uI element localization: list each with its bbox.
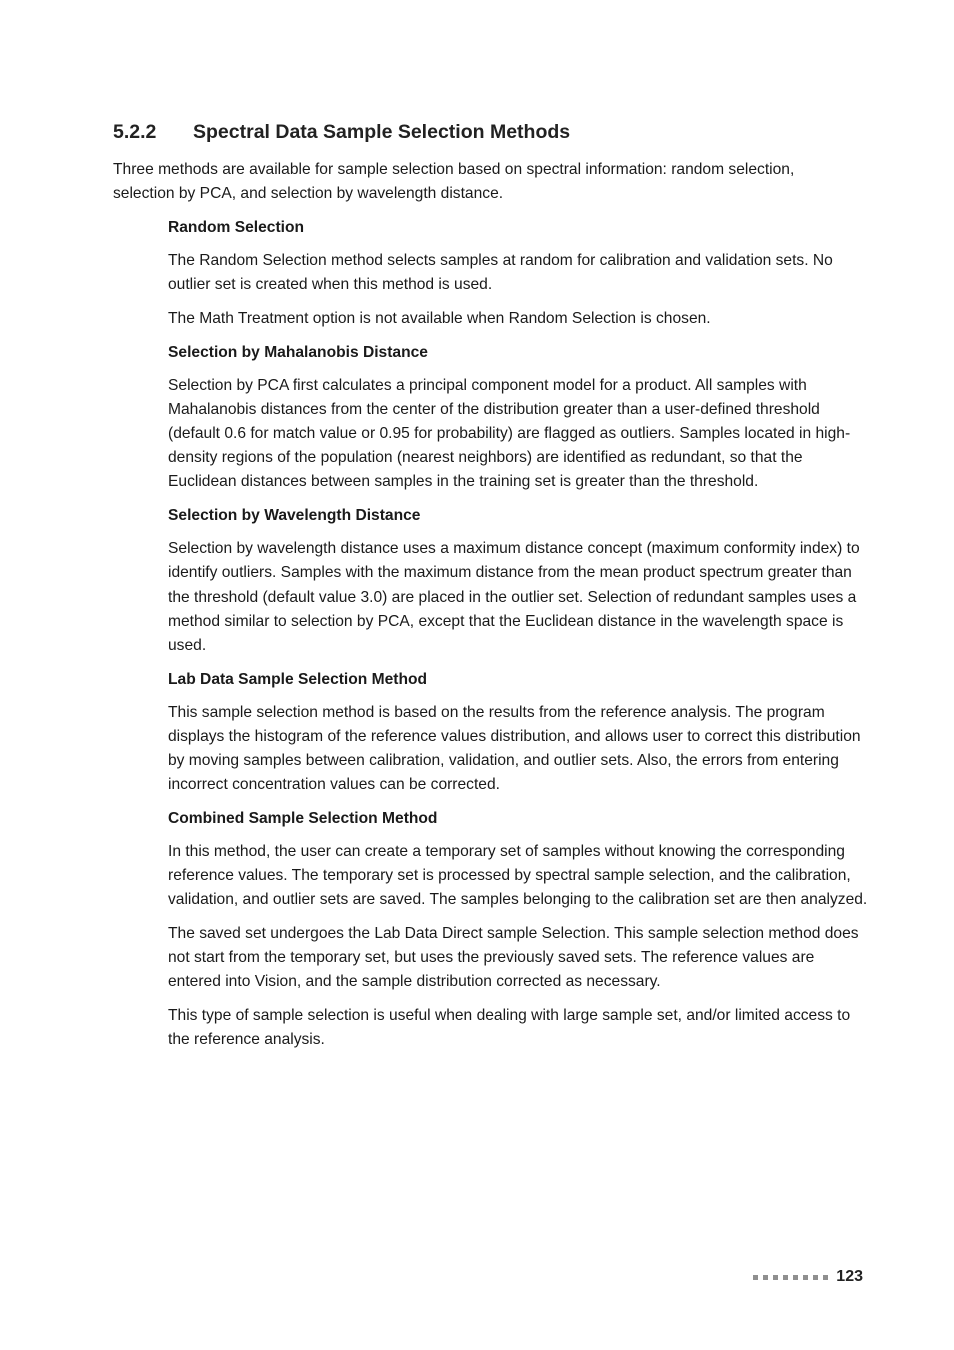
dot-marker [763, 1275, 768, 1280]
paragraph: The Random Selection method selects samples at random for calibration and validation sets. No outlier set is created when this method is used. [168, 252, 833, 294]
dot-marker [773, 1275, 778, 1280]
subsections-column [168, 216, 868, 1062]
subsection-heading: Selection by Mahalanobis Distance [168, 343, 428, 361]
section-number: 5.2.2 [113, 121, 157, 143]
subsection-wavelength-distance [168, 504, 868, 658]
subsection-heading: Random Selection [168, 219, 305, 236]
dot-marker [823, 1275, 828, 1280]
dot-marker [813, 1275, 818, 1280]
footer-dots [753, 1275, 828, 1280]
paragraph: This type of sample selection is useful when dealing with large sample set, and/or limited access to the reference analysis. [168, 1007, 851, 1049]
paragraph: This sample selection method is based on the results from the reference analysis. The program displays the histogram of the reference values distribution, and allows user to correct this distribution by moving samples between calibration, validation, and outlier sets. Also, the errors from entering incorrect concentration values can be corrected. [168, 703, 861, 794]
section-title: Spectral Data Sample Selection Methods [193, 121, 571, 143]
paragraph: The Math Treatment option is not available when Random Selection is chosen. [168, 309, 711, 327]
subsection-heading: Selection by Wavelength Distance [168, 507, 421, 525]
subsection-combined [168, 807, 868, 1053]
subsection-heading: Combined Sample Selection Method [168, 809, 438, 827]
dot-marker [793, 1275, 798, 1280]
paragraph: Selection by wavelength distance uses a maximum distance concept (maximum conformity index) to identify outliers. Samples with the maximum distance from the mean product spectrum greater than the threshold (default value 3.0) are placed in the outlier set. Selection of redundant samples uses a method similar to selection by PCA, except that the Euclidean distance in the wavelength space is used. [168, 540, 860, 654]
section-heading [113, 121, 570, 144]
page-number: 123 [836, 1268, 863, 1285]
paragraph: The saved set undergoes the Lab Data Direct sample Selection. This sample selection method does not start from the temporary set, but uses the previously saved sets. The reference values are entered into Vision, and the sample distribution corrected as necessary. [168, 925, 859, 991]
dot-marker [753, 1275, 758, 1280]
paragraph: Selection by PCA first calculates a principal component model for a product. All samples with Mahalanobis distances from the center of the distribution greater than a user-defined threshold (default 0.6 for match value or 0.95 for probability) are flagged as outliers. Samples located in high-density regions of the population (nearest neighbors) are identified as redundant, so that the Euclidean distances between samples in the training set is greater than the threshold. [168, 376, 851, 491]
paragraph: In this method, the user can create a temporary set of samples without knowing the corresponding reference values. The temporary set is processed by spectral sample selection, and the calibration, validation, and outlier sets are saved. The samples belonging to the calibration set are then analyzed. [168, 842, 868, 909]
subsection-heading: Lab Data Sample Selection Method [168, 670, 428, 688]
subsection-mahalanobis [168, 341, 868, 495]
section-intro: Three methods are available for sample selection based on spectral information: random selection, selection by PCA, and selection by wavelength distance. [113, 161, 795, 203]
dot-marker [803, 1275, 808, 1280]
subsection-lab-data [168, 668, 868, 798]
dot-marker [783, 1275, 788, 1280]
page-footer [753, 1268, 863, 1286]
subsection-random-selection [168, 216, 868, 331]
